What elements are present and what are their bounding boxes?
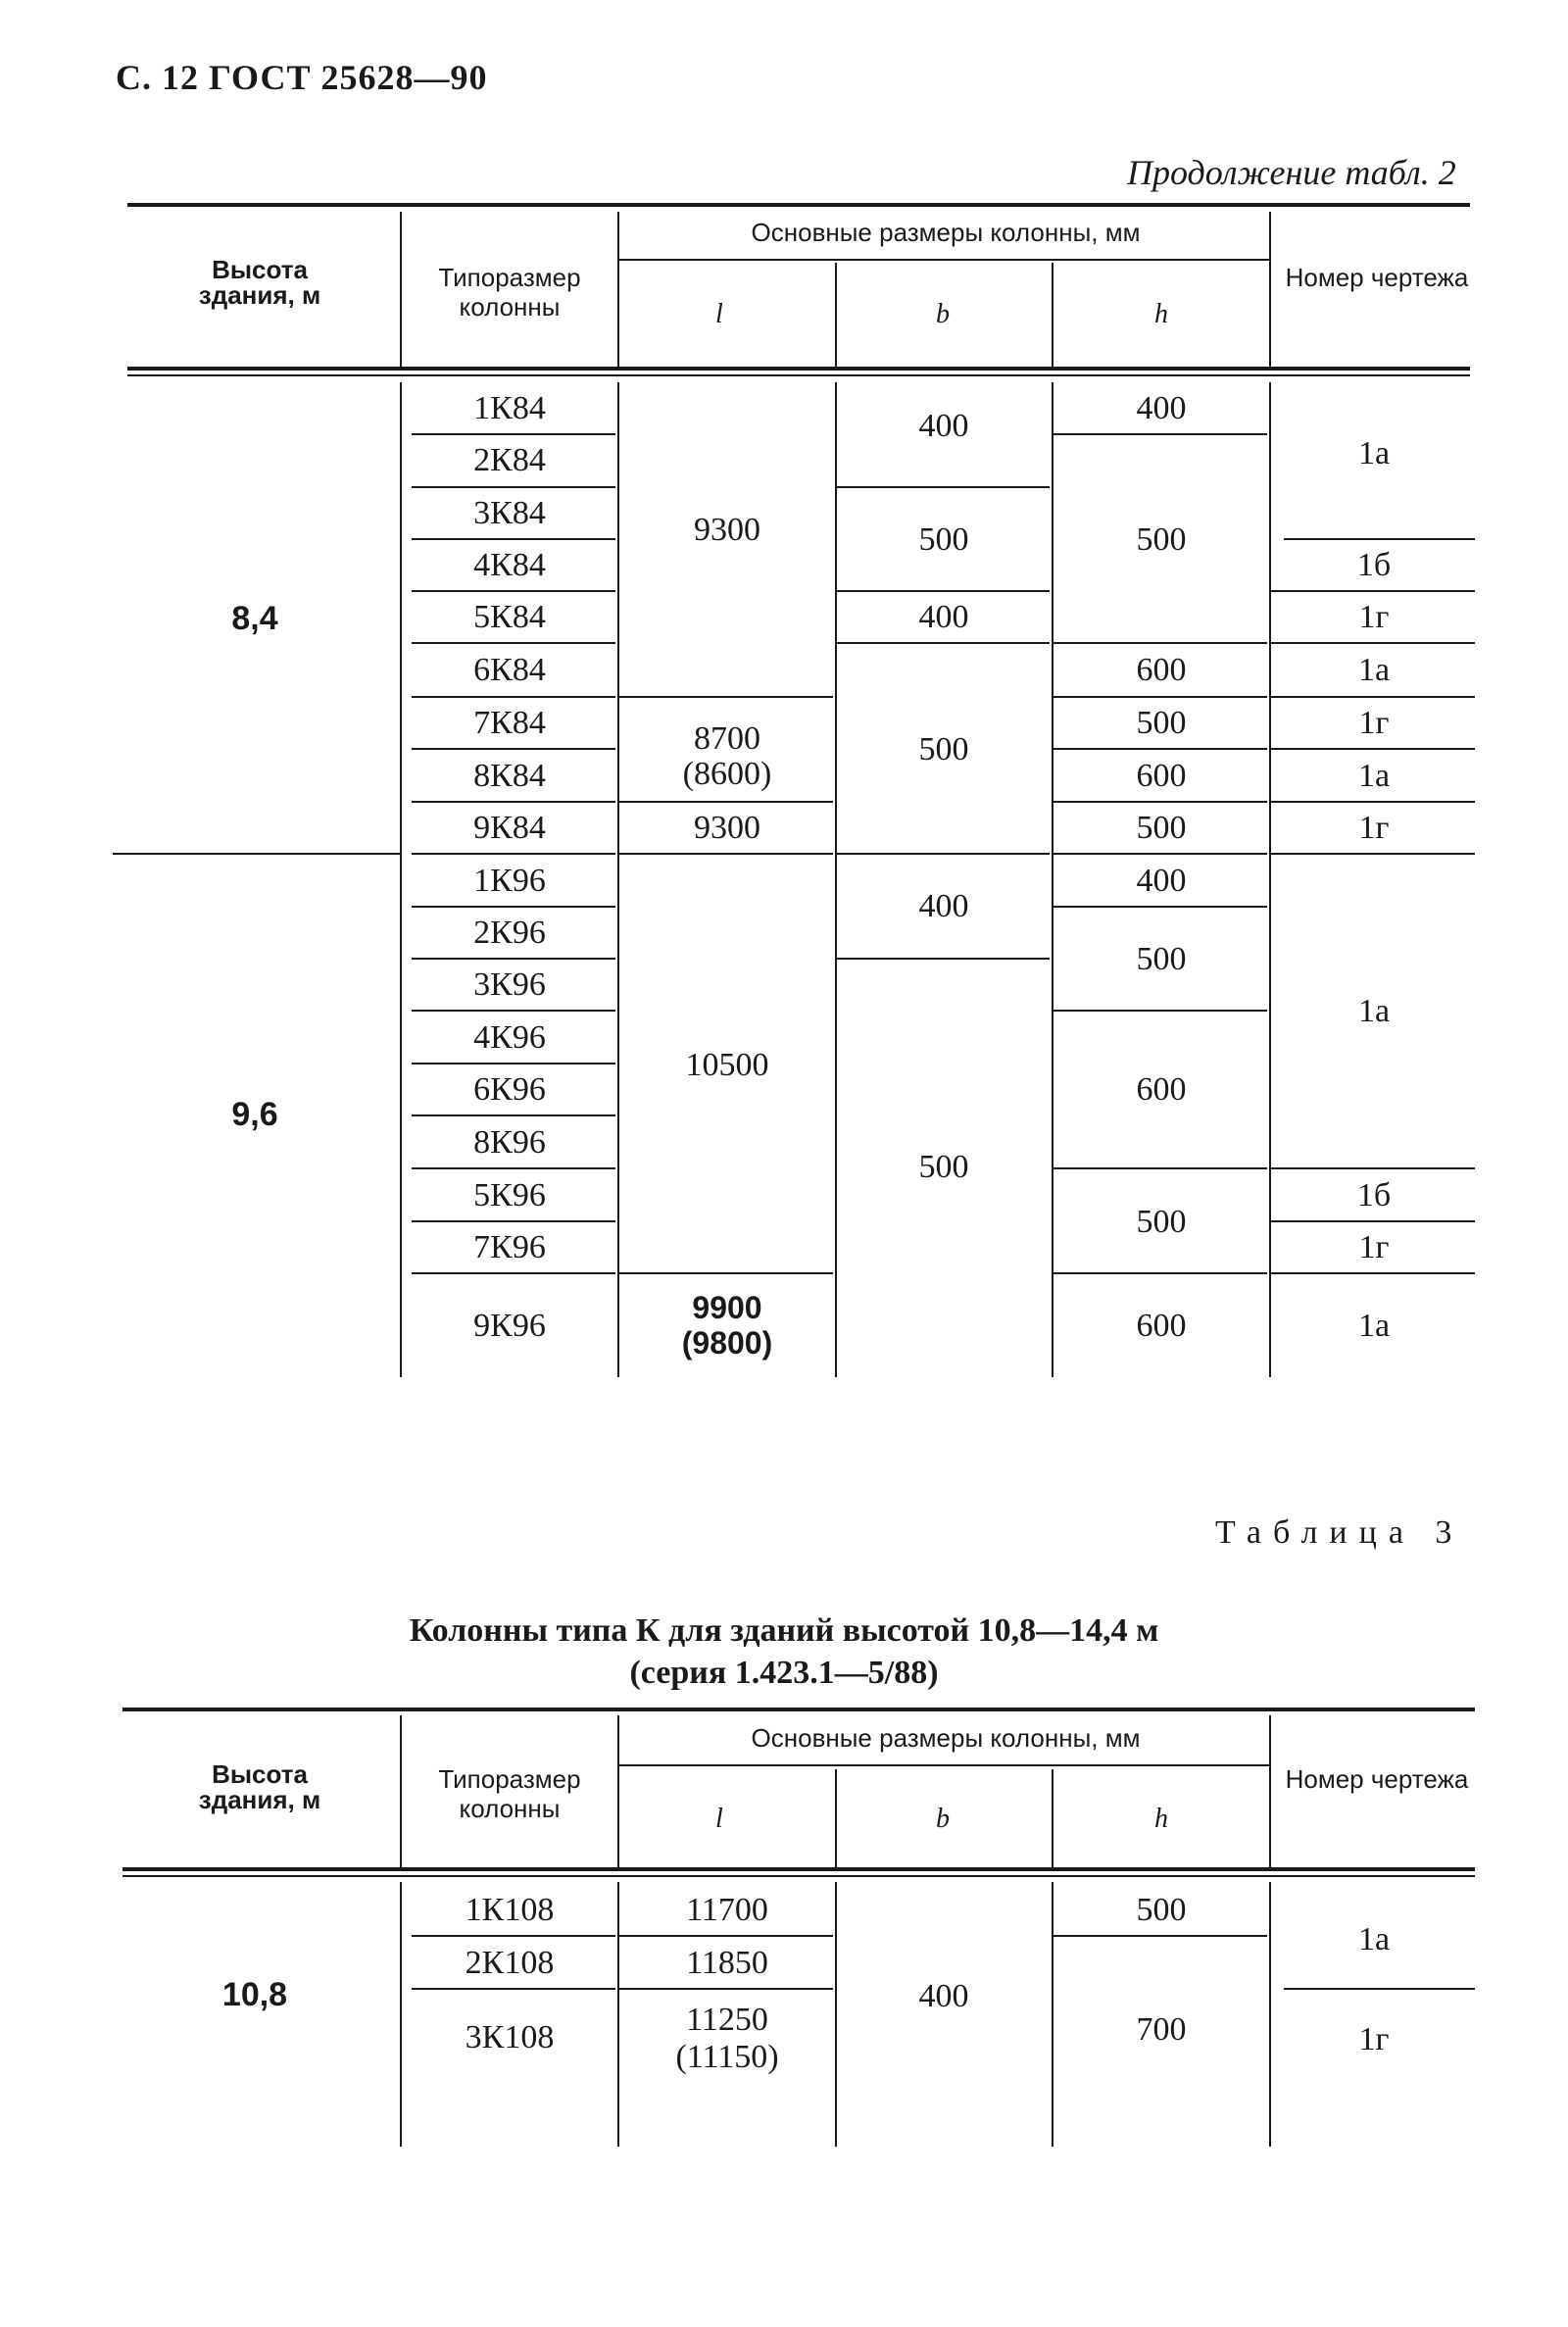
- b-cell: 400: [918, 1978, 969, 2014]
- h-cell: 700: [1136, 2011, 1187, 2048]
- table2-top-rule: [127, 203, 1470, 207]
- header-height: Высота здания, м: [198, 1759, 321, 1814]
- l-cell: 11250: [686, 2002, 768, 2038]
- type-cell: 1К84: [473, 390, 546, 426]
- type-cell: 7К84: [473, 705, 546, 741]
- h-cell: 500: [1136, 521, 1187, 558]
- table-continuation-label: Продолжение табл. 2: [1127, 153, 1456, 192]
- h-cell: 400: [1136, 390, 1187, 426]
- header-type: Типоразмер колонны: [438, 263, 581, 322]
- drawing-cell: 1г: [1358, 2021, 1390, 2057]
- header-l: l: [715, 1804, 723, 1834]
- header-drawing: Номер чертежа: [1285, 263, 1469, 292]
- l-cell: (11150): [675, 2039, 779, 2075]
- header-h: h: [1154, 1804, 1168, 1834]
- height-cell: 10,8: [221, 1976, 288, 2013]
- h-cell: 600: [1136, 758, 1187, 794]
- drawing-cell: 1г: [1358, 810, 1390, 846]
- drawing-cell: 1б: [1356, 547, 1392, 583]
- b-cell: 500: [918, 731, 969, 767]
- header-l: l: [715, 299, 723, 329]
- type-cell: 5К96: [473, 1177, 546, 1213]
- b-cell: 400: [918, 408, 969, 444]
- drawing-cell: 1а: [1357, 1921, 1391, 1957]
- type-cell: 6К84: [473, 652, 546, 688]
- h-cell: 600: [1136, 1308, 1187, 1344]
- h-cell: 500: [1136, 1892, 1187, 1928]
- header-height: Высота здания, м: [198, 255, 321, 310]
- type-cell: 9К84: [473, 810, 546, 846]
- h-cell: 400: [1136, 863, 1187, 899]
- l-cell: 9900 (9800): [681, 1290, 773, 1361]
- type-cell: 7К96: [473, 1229, 546, 1265]
- h-cell: 600: [1136, 1071, 1187, 1108]
- l-cell: 11850: [686, 1945, 768, 1981]
- l-cell: 9300: [694, 512, 760, 548]
- type-cell: 4К84: [473, 547, 546, 583]
- type-cell: 3К108: [465, 2019, 555, 2055]
- header-h: h: [1154, 299, 1168, 329]
- type-cell: 2К96: [473, 915, 546, 951]
- type-cell: 9К96: [473, 1308, 546, 1344]
- l-cell: 8700 (8600): [682, 720, 772, 792]
- drawing-cell: 1а: [1357, 435, 1391, 471]
- type-cell: 2К84: [473, 442, 546, 478]
- drawing-cell: 1г: [1358, 1229, 1390, 1265]
- l-cell: 10500: [685, 1047, 769, 1083]
- type-cell: 2К108: [465, 1945, 555, 1981]
- header-b: b: [936, 1804, 950, 1834]
- h-cell: 500: [1136, 941, 1187, 977]
- drawing-cell: 1а: [1357, 652, 1391, 688]
- type-cell: 5К84: [473, 599, 546, 635]
- type-cell: 8К96: [473, 1124, 546, 1161]
- table3-title: Колонны типа К для зданий высотой 10,8—14,4 м: [409, 1612, 1159, 1649]
- h-cell: 500: [1136, 1204, 1187, 1240]
- b-cell: 400: [918, 888, 969, 924]
- type-cell: 1К108: [465, 1892, 555, 1928]
- header-dims: Основные размеры колонны, мм: [751, 1723, 1141, 1753]
- b-cell: 500: [918, 521, 969, 558]
- drawing-cell: 1а: [1357, 993, 1391, 1029]
- type-cell: 6К96: [473, 1071, 546, 1108]
- l-cell: 9300: [694, 810, 760, 846]
- header-type: Типоразмер колонны: [438, 1764, 581, 1823]
- l-cell: 11700: [686, 1892, 768, 1928]
- table3-subtitle: (серия 1.423.1—5/88): [629, 1655, 939, 1691]
- type-cell: 8К84: [473, 758, 546, 794]
- type-cell: 3К96: [473, 966, 546, 1003]
- drawing-cell: 1г: [1358, 705, 1390, 741]
- table3-top-rule: [122, 1708, 1475, 1711]
- drawing-cell: 1а: [1357, 758, 1391, 794]
- h-cell: 500: [1136, 705, 1187, 741]
- header-b: b: [936, 299, 950, 329]
- header-drawing: Номер чертежа: [1285, 1764, 1469, 1794]
- type-cell: 4К96: [473, 1019, 546, 1056]
- h-cell: 500: [1136, 810, 1187, 846]
- type-cell: 1К96: [473, 863, 546, 899]
- height-cell: 9,6: [231, 1096, 278, 1133]
- drawing-cell: 1б: [1356, 1177, 1392, 1213]
- drawing-cell: 1г: [1358, 599, 1390, 635]
- table3-label: Таблица 3: [1215, 1514, 1464, 1551]
- height-cell: 8,4: [231, 600, 278, 637]
- type-cell: 3К84: [473, 495, 546, 531]
- h-cell: 600: [1136, 652, 1187, 688]
- b-cell: 500: [918, 1149, 969, 1185]
- header-dims: Основные размеры колонны, мм: [751, 218, 1141, 247]
- drawing-cell: 1а: [1357, 1308, 1391, 1344]
- b-cell: 400: [918, 599, 969, 635]
- page-header: С. 12 ГОСТ 25628—90: [116, 58, 488, 97]
